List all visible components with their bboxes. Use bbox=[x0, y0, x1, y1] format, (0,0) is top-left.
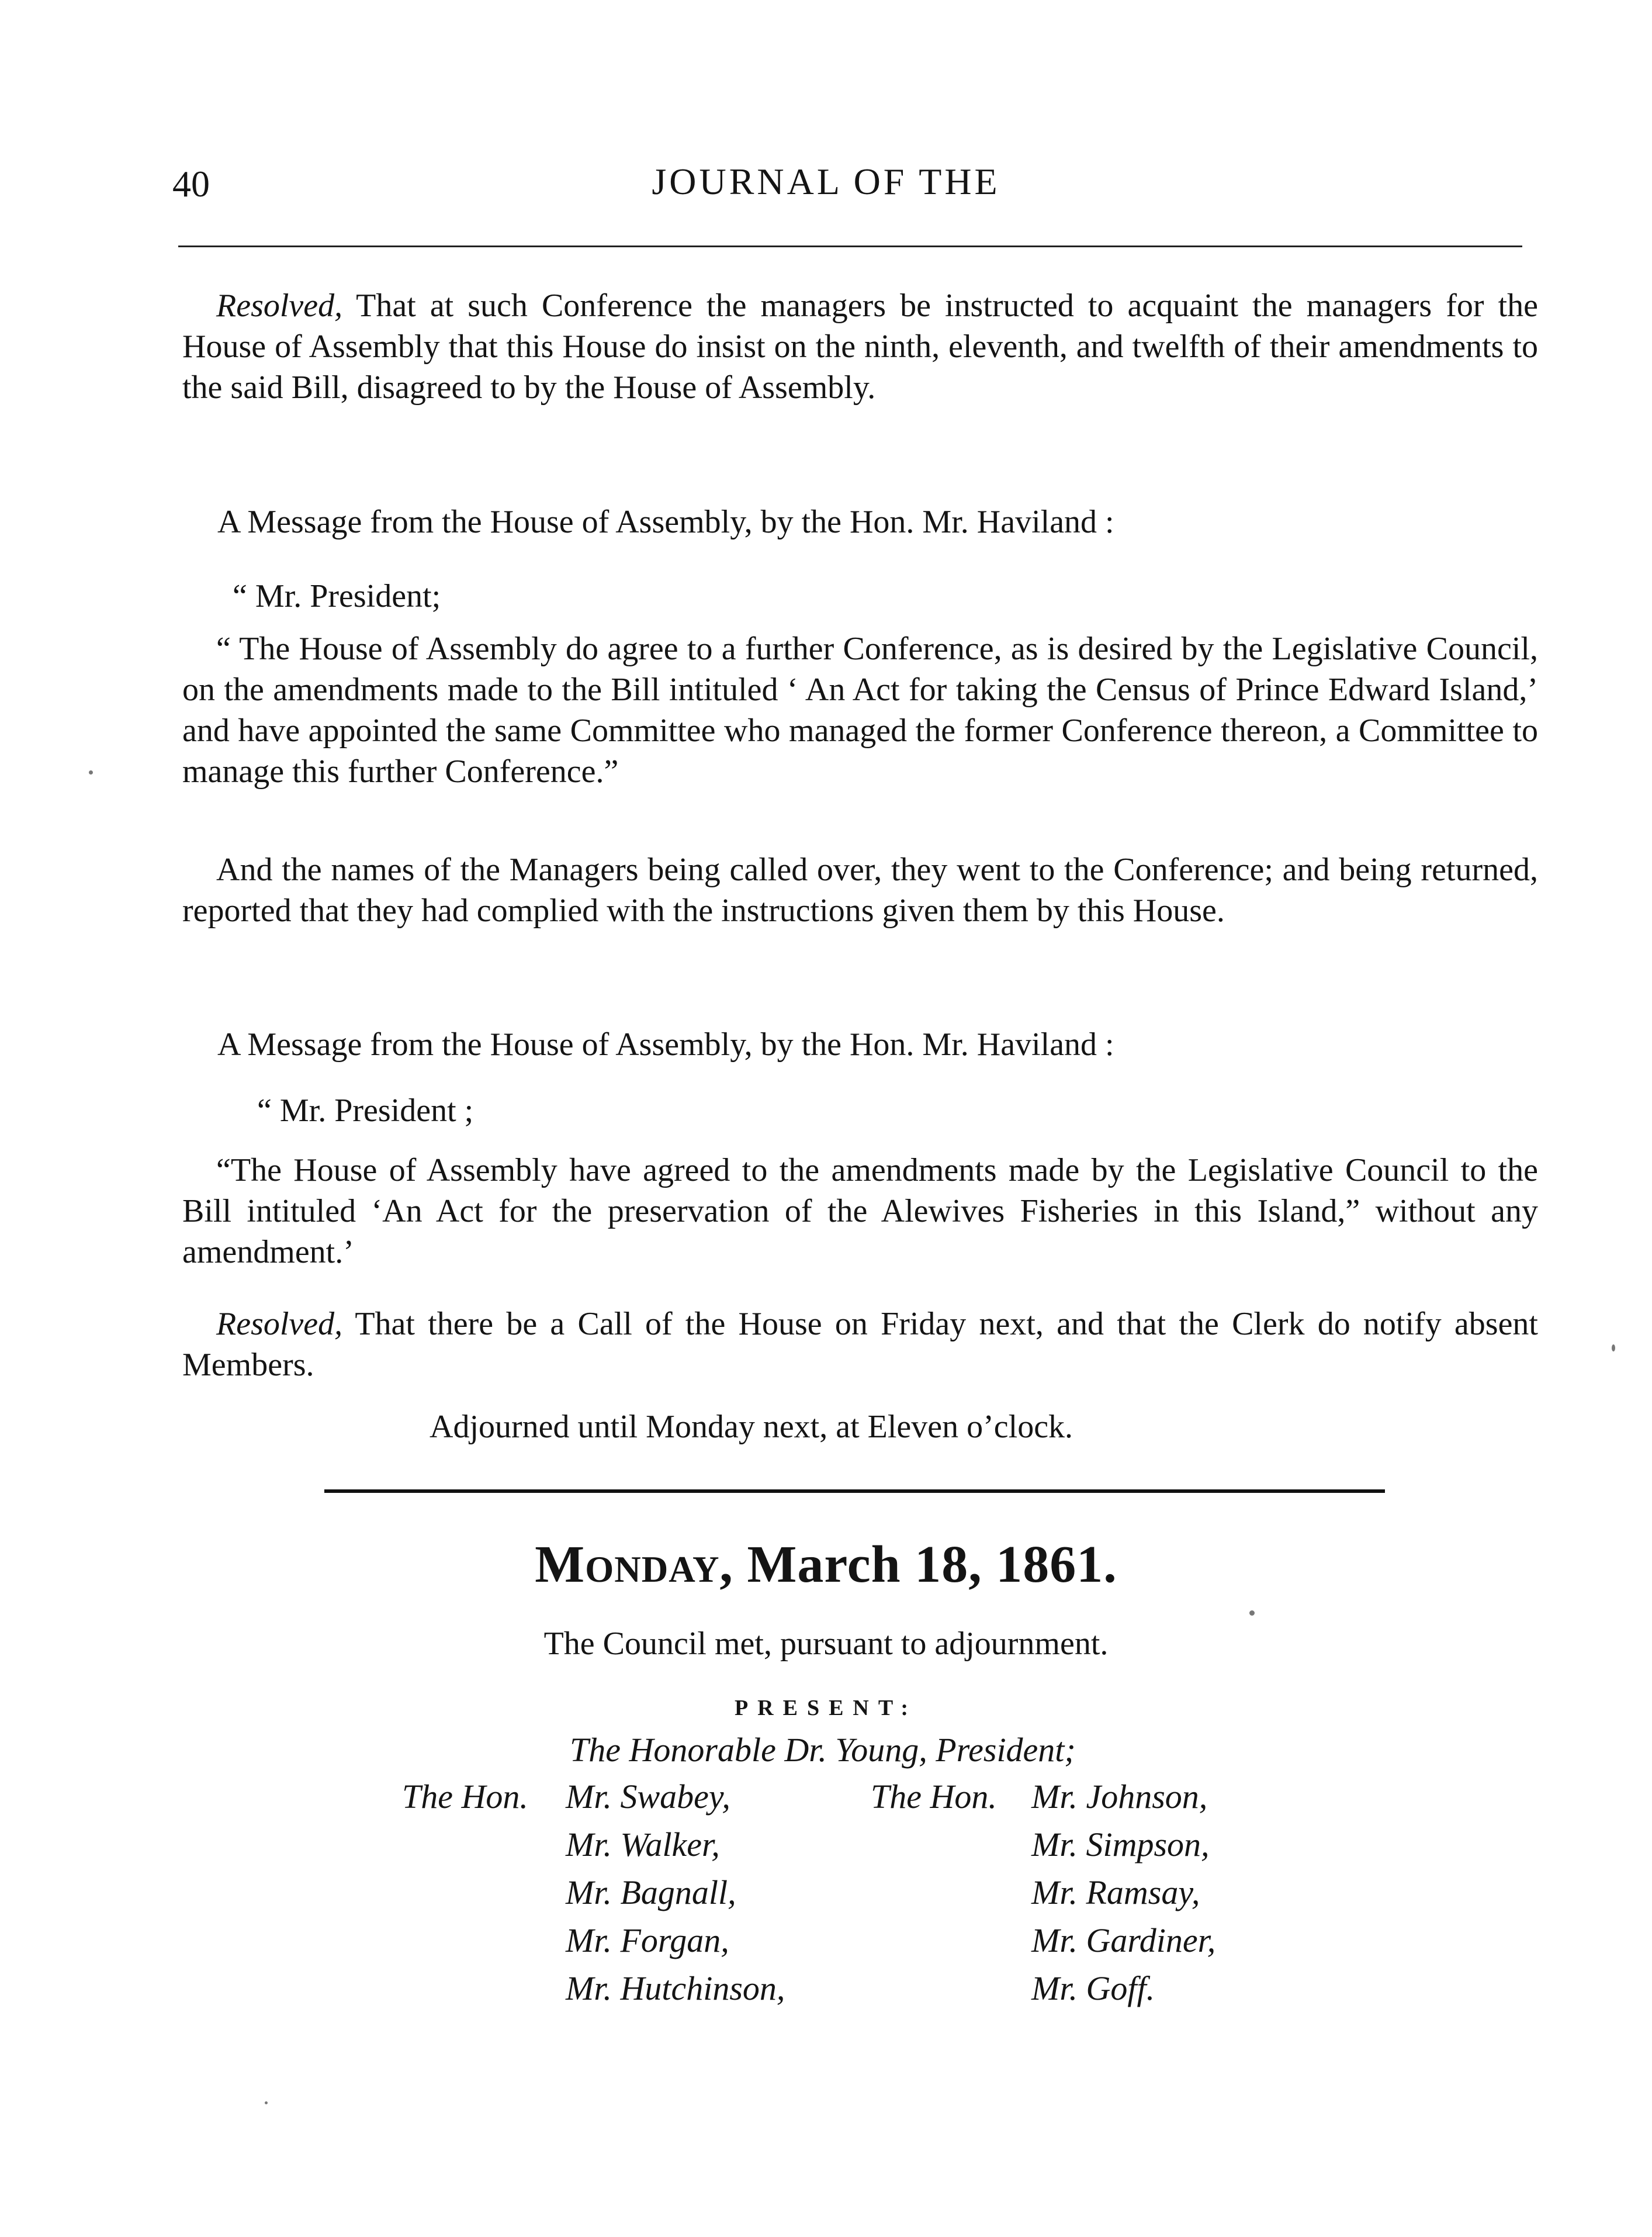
left-member-3: Mr. Bagnall, bbox=[566, 1873, 736, 1911]
ink-speck bbox=[265, 2101, 268, 2104]
right-column-prefix: The Hon. bbox=[871, 1778, 997, 1816]
right-member-2: Mr. Simpson, bbox=[1031, 1825, 1210, 1863]
right-member-3: Mr. Ramsay, bbox=[1031, 1873, 1200, 1911]
left-member-2: Mr. Walker, bbox=[566, 1825, 720, 1863]
resolved-paragraph-2 bbox=[182, 1304, 1538, 1385]
left-member-1: Mr. Swabey, bbox=[566, 1778, 730, 1816]
session-date-heading bbox=[0, 1534, 1652, 1595]
ink-speck bbox=[1249, 1610, 1255, 1616]
left-member-5: Mr. Hutchinson, bbox=[566, 1969, 785, 2007]
managers-paragraph: And the names of the Managers being called over, they went to the Conference; and being returned, reported that they had complied with the instructions given them by this House. bbox=[182, 852, 1538, 929]
right-member-1: Mr. Johnson, bbox=[1031, 1778, 1208, 1816]
resolved-paragraph-1 bbox=[182, 285, 1538, 408]
adjourned-line: Adjourned until Monday next, at Eleven o’clock. bbox=[430, 1409, 1073, 1445]
message-2-body: “The House of Assembly have agreed to the amendments made by the Legislative Council to the Bill intituled ‘An Act for the preservation of the Alewives Fisheries in this Island,” without any amendment.’ bbox=[182, 1152, 1538, 1270]
resolved-text: That at such Conference the managers be instructed to acquaint the managers for the House of Assembly that this House do insist on the ninth, eleventh, and twelfth of their amendments to the said Bill, disagreed to by the House of Assembly. bbox=[182, 288, 1538, 406]
left-column-prefix: The Hon. bbox=[402, 1778, 528, 1816]
ink-speck bbox=[1612, 1344, 1615, 1351]
resolved-label: Resolved, bbox=[216, 1306, 343, 1342]
message-2-salutation: “ Mr. President ; bbox=[257, 1092, 474, 1129]
message-2-intro: A Message from the House of Assembly, by the Hon. Mr. Haviland : bbox=[217, 1026, 1114, 1063]
resolved-text: That there be a Call of the House on Friday next, and that the Clerk do notify absent Members. bbox=[182, 1306, 1538, 1383]
date-text: March 18, 1861. bbox=[747, 1536, 1117, 1593]
resolved-label: Resolved, bbox=[216, 288, 343, 324]
right-member-4: Mr. Gardiner, bbox=[1031, 1921, 1216, 1959]
running-title: JOURNAL OF THE bbox=[652, 161, 1000, 202]
council-met-line: The Council met, pursuant to adjournment. bbox=[543, 1626, 1109, 1662]
president-line: The Honorable Dr. Young, President; bbox=[570, 1731, 1076, 1769]
section-rule bbox=[324, 1489, 1385, 1493]
header-rule bbox=[178, 246, 1522, 247]
message-1-intro: A Message from the House of Assembly, by the Hon. Mr. Haviland : bbox=[217, 504, 1114, 540]
date-weekday: Monday, bbox=[535, 1536, 733, 1593]
present-label: PRESENT: bbox=[734, 1696, 918, 1720]
right-member-5: Mr. Goff. bbox=[1031, 1969, 1155, 2007]
page-number: 40 bbox=[172, 163, 210, 205]
left-member-4: Mr. Forgan, bbox=[566, 1921, 729, 1959]
message-1-salutation: “ Mr. President; bbox=[233, 578, 441, 614]
ink-speck bbox=[89, 770, 93, 775]
message-1-body: “ The House of Assembly do agree to a further Conference, as is desired by the Legislative Council, on the amendments made to the Bill intituled ‘ An Act for taking the Census of Prince Edward Island,’ and have appointed the same Committee who managed the former Conference thereon, a Committee to manage this further Conference.” bbox=[182, 631, 1538, 790]
